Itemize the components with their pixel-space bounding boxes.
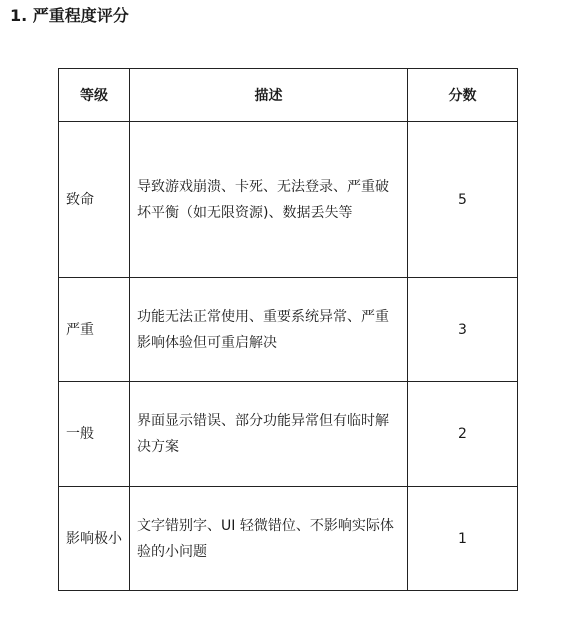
score-cell: 2: [408, 382, 518, 487]
header-level: 等级: [59, 69, 130, 122]
level-cell: 致命: [59, 122, 130, 278]
score-cell: 3: [408, 278, 518, 382]
score-cell: 1: [408, 487, 518, 591]
description-cell: 功能无法正常使用、重要系统异常、严重影响体验但可重启解决: [130, 278, 408, 382]
section-title: 1. 严重程度评分: [10, 6, 129, 25]
level-cell: 影响极小: [59, 487, 130, 591]
table-row: [59, 278, 518, 382]
table-row: [59, 382, 518, 487]
header-description: 描述: [130, 69, 408, 122]
header-score: 分数: [408, 69, 518, 122]
table-header-row: [59, 69, 518, 122]
severity-score-table: [58, 68, 518, 591]
table-row: [59, 487, 518, 591]
description-cell: 界面显示错误、部分功能异常但有临时解决方案: [130, 382, 408, 487]
level-cell: 严重: [59, 278, 130, 382]
description-cell: 文字错别字、UI 轻微错位、不影响实际体验的小问题: [130, 487, 408, 591]
table-row: [59, 122, 518, 278]
level-cell: 一般: [59, 382, 130, 487]
description-cell: 导致游戏崩溃、卡死、无法登录、严重破坏平衡（如无限资源)、数据丢失等: [130, 122, 408, 278]
score-cell: 5: [408, 122, 518, 278]
